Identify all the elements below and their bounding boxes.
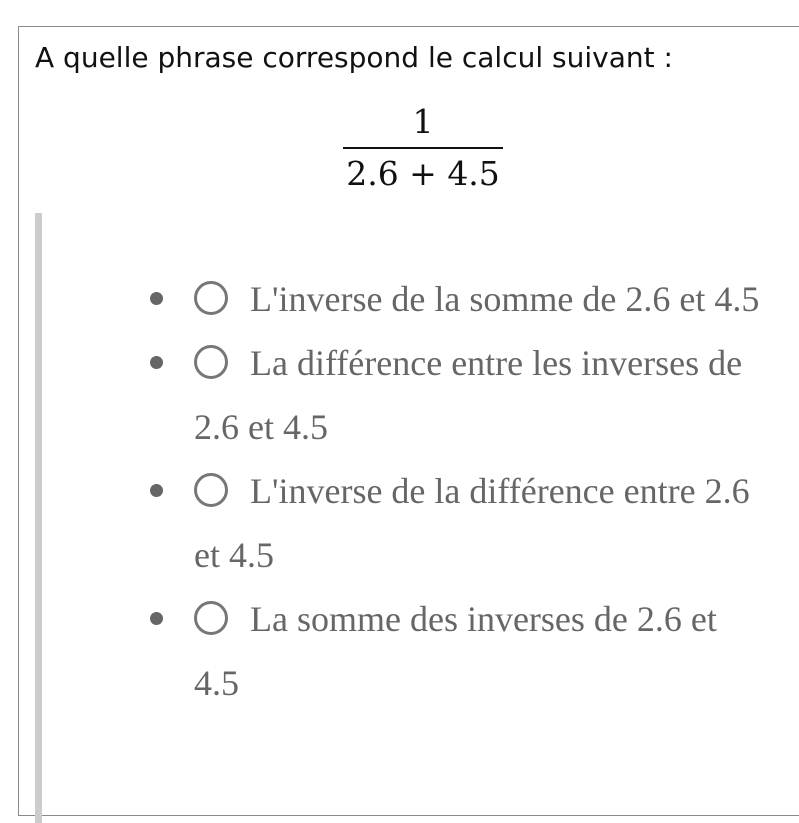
formula-denominator: 2.6 + 4.5 [346, 154, 500, 193]
fraction-bar [343, 147, 503, 149]
choice-option-4[interactable] [42, 587, 764, 715]
question-card [18, 26, 799, 816]
radio-button-2[interactable] [194, 345, 228, 379]
formula-fraction [343, 103, 503, 193]
radio-button-1[interactable] [194, 281, 228, 315]
choice-label-3: L'inverse de la différence entre 2.6 et 4.5 [194, 471, 750, 575]
choice-label-1: L'inverse de la somme de 2.6 et 4.5 [250, 279, 760, 319]
answers-blockquote [35, 213, 799, 823]
choice-label-2: La différence entre les inverses de 2.6 et 4.5 [194, 343, 743, 447]
bullet-icon [150, 292, 163, 305]
choice-list [42, 267, 764, 715]
formula-numerator: 1 [412, 102, 434, 141]
radio-button-4[interactable] [194, 601, 228, 635]
choice-label-4: La somme des inverses de 2.6 et 4.5 [194, 599, 717, 703]
bullet-icon [150, 612, 163, 625]
choice-option-2[interactable] [42, 331, 764, 459]
choice-option-1[interactable] [42, 267, 764, 331]
choice-option-3[interactable] [42, 459, 764, 587]
radio-button-3[interactable] [194, 473, 228, 507]
bullet-icon [150, 356, 163, 369]
question-prompt: A quelle phrase correspond le calcul suivant : [35, 41, 673, 74]
bullet-icon [150, 484, 163, 497]
